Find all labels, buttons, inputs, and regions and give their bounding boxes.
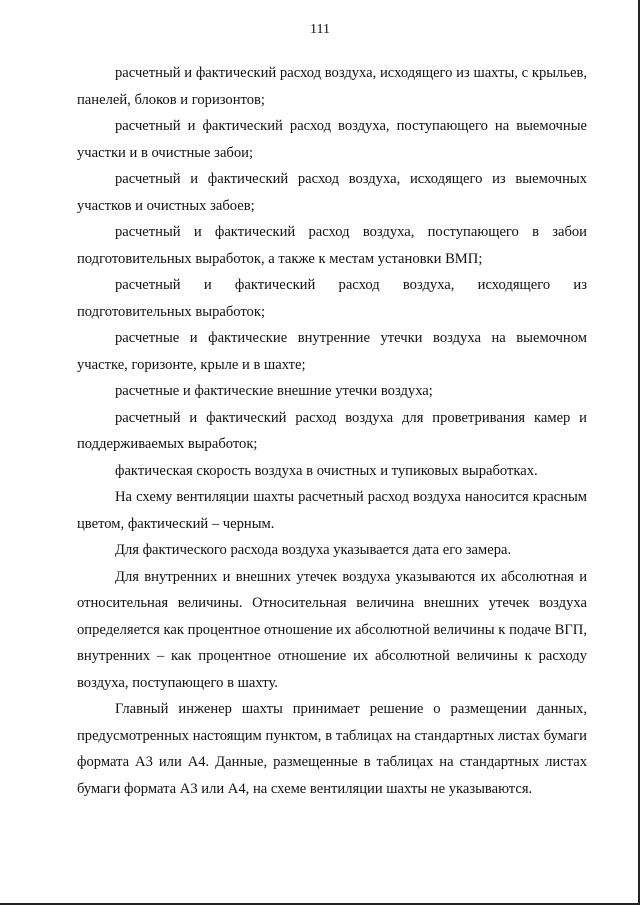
paragraph: расчетные и фактические внутренние утечки воздуха на выемочном участке, горизонте, крыле и в шахте; bbox=[77, 330, 587, 373]
paragraph: расчетный и фактический расход воздуха для проветривания камер и поддерживаемых выработок; bbox=[77, 409, 587, 452]
paragraph: расчетный и фактический расход воздуха, поступающего на выемочные участки и в очистные забои; bbox=[77, 118, 587, 161]
paragraph: Главный инженер шахты принимает решение о размещении данных, предусмотренных настоящим пунктом, в таблицах на стандартных листах бумаги формата А3 или А4. Данные, размещенные в таблицах на стандартных листах бумаги формата А3 или А4, на схеме вентиляции шахты не указываются. bbox=[77, 701, 587, 797]
paragraph: Для фактического расхода воздуха указывается дата его замера. bbox=[115, 542, 512, 558]
paragraph: расчетный и фактический расход воздуха, исходящего из выемочных участков и очистных забоев; bbox=[77, 171, 587, 214]
paragraph: расчетный и фактический расход воздуха, исходящего из подготовительных выработок; bbox=[77, 277, 587, 320]
paragraph: расчетные и фактические внешние утечки воздуха; bbox=[115, 383, 433, 399]
paragraph: расчетный и фактический расход воздуха, исходящего из шахты, с крыльев, панелей, блоков и горизонтов; bbox=[77, 65, 587, 108]
paragraph: фактическая скорость воздуха в очистных и тупиковых выработках. bbox=[115, 462, 538, 479]
paragraph: Для внутренних и внешних утечек воздуха указываются их абсолютная и относительная величины. Относительная величина внешних утечек воздуха определяется как процентное отношение их абсолютной величины к подаче ВГП, внутренних – как процентное отношение их абсолютной величины к расходу воздуха, поступающего в шахту. bbox=[77, 568, 587, 691]
paragraph: На схему вентиляции шахты расчетный расход воздуха наносится красным цветом, фактический – черным. bbox=[77, 489, 587, 532]
paragraph: расчетный и фактический расход воздуха, поступающего в забои подготовительных выработок, а также к местам установки ВМП; bbox=[77, 224, 587, 267]
document-body bbox=[77, 60, 587, 802]
page-number: 111 bbox=[310, 22, 330, 37]
